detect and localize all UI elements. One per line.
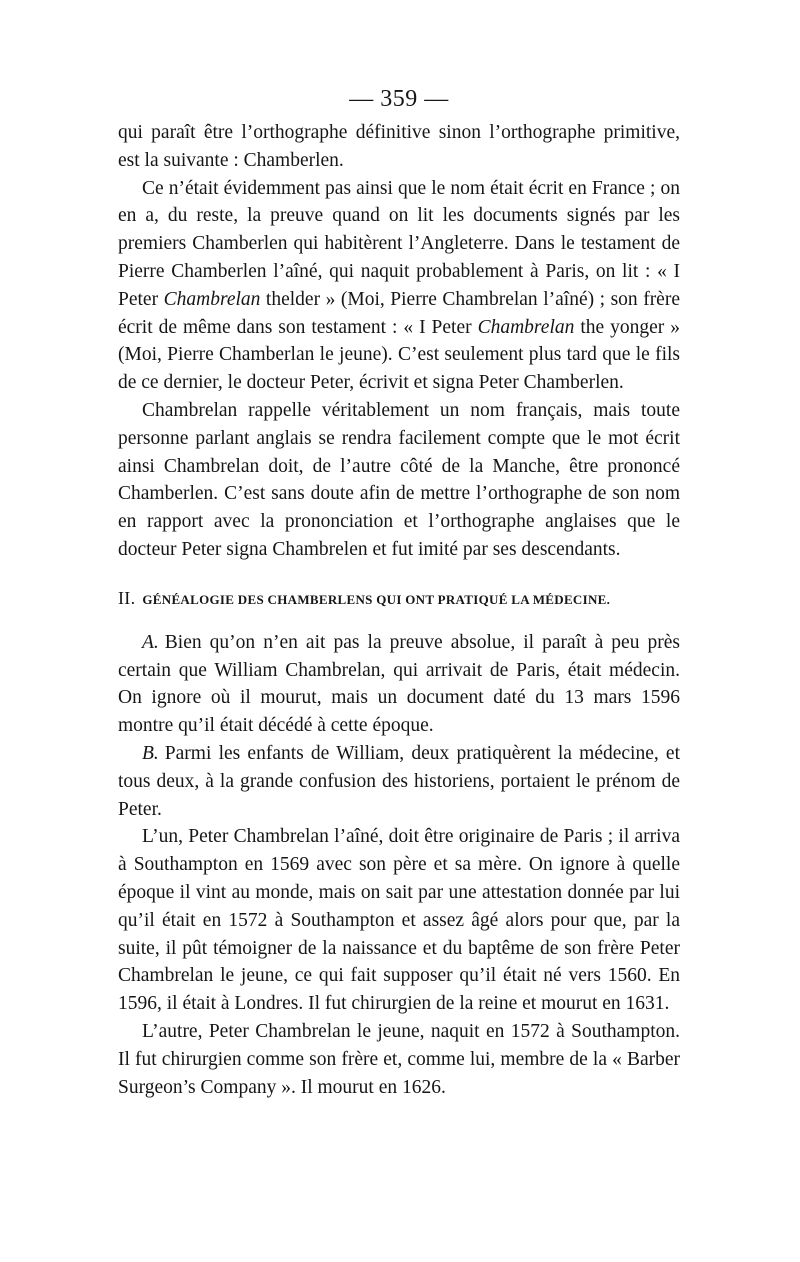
italic-name-chambrelan-1: Chambrelan bbox=[163, 288, 261, 310]
section-heading bbox=[118, 588, 680, 610]
book-page bbox=[118, 82, 680, 1101]
section-title: GÉNÉALOGIE DES CHAMBERLENS QUI ONT PRATIQUÉ LA MÉDECINE. bbox=[142, 591, 611, 607]
paragraph-5: L’autre, Peter Chambrelan le jeune, naquit en 1572 à Southampton. Il fut chirurgien comme son frère et, comme lui, membre de la « Barber Surgeon’s Company ». Il mourut en 1626. bbox=[118, 1020, 680, 1098]
paragraph-b-text: Parmi les enfants de William, deux pratiquèrent la médecine, et tous deux, à la grande confusion des historiens, portaient le prénom de Peter. bbox=[118, 742, 680, 820]
paragraph-3: Chambrelan rappelle véritablement un nom français, mais toute personne parlant anglais se rendra facilement compte que le mot écrit ainsi Chambrelan doit, de l’autre côté de la Manche, être prononcé Chamberlen. C’est sans doute afin de mettre l’orthographe de son nom en rapport avec la prononciation et l’orthographe anglaises que le docteur Peter signa Chambrelen et fut imité par ses descendants. bbox=[118, 399, 680, 560]
paragraph-4: L’un, Peter Chambrelan l’aîné, doit être originaire de Paris ; il arriva à Southampton en 1569 avec son père et sa mère. On ignore à quelle époque il vint au monde, mais on sait par une attestation donnée par lui qu’il était en 1572 à Southampton et assez âgé alors pour que, par la suite, il pût témoigner de la naissance et du baptême de son frère Peter Chambrelan le jeune, ce qui fait supposer qu’il était né vers 1560. En 1596, il était à Londres. Il fut chirurgien de la reine et mourut en 1631. bbox=[118, 826, 680, 1015]
paragraph-2-part-2: thelder » (Moi, Pierre Chambrelan l’aîné) ; son frère écrit de même dans son testament : « I Peter bbox=[118, 288, 680, 338]
paragraph-a bbox=[118, 629, 680, 740]
paragraph-2 bbox=[118, 175, 680, 397]
paragraph-1: qui paraît être l’orthographe définitive sinon l’orthographe primitive, est la suivante : Chamberlen. bbox=[118, 122, 680, 171]
italic-name-chambrelan-2: Chambrelan bbox=[477, 316, 575, 338]
paragraph-2-part-3: the yonger » (Moi, Pierre Chamberlan le jeune). C’est seulement plus tard que le fils de ce dernier, le docteur Peter, écrivit et signa Peter Chamberlen. bbox=[118, 316, 680, 394]
paragraph-marker-a: A. bbox=[142, 631, 159, 653]
paragraph-marker-b: B. bbox=[142, 742, 159, 764]
page-number: — 359 — bbox=[349, 86, 449, 112]
paragraph-2-part-1: Ce n’était évidemment pas ainsi que le nom était écrit en France ; on en a, du reste, la preuve quand on lit les documents signés par les premiers Chamberlen qui habitèrent l’Angleterre. Dans le testament de Pierre Chamberlen l’aîné, qui naquit probablement à Paris, on lit : « I Peter bbox=[118, 177, 680, 310]
section-number: II. bbox=[118, 587, 136, 608]
paragraph-b bbox=[118, 740, 680, 823]
paragraph-a-text: Bien qu’on n’en ait pas la preuve absolue, il paraît à peu près certain que William Chambrelan, qui arrivait de Paris, était médecin. On ignore où il mourut, mais un document daté du 13 mars 1596 montre qu’il était décédé à cette époque. bbox=[118, 631, 680, 737]
